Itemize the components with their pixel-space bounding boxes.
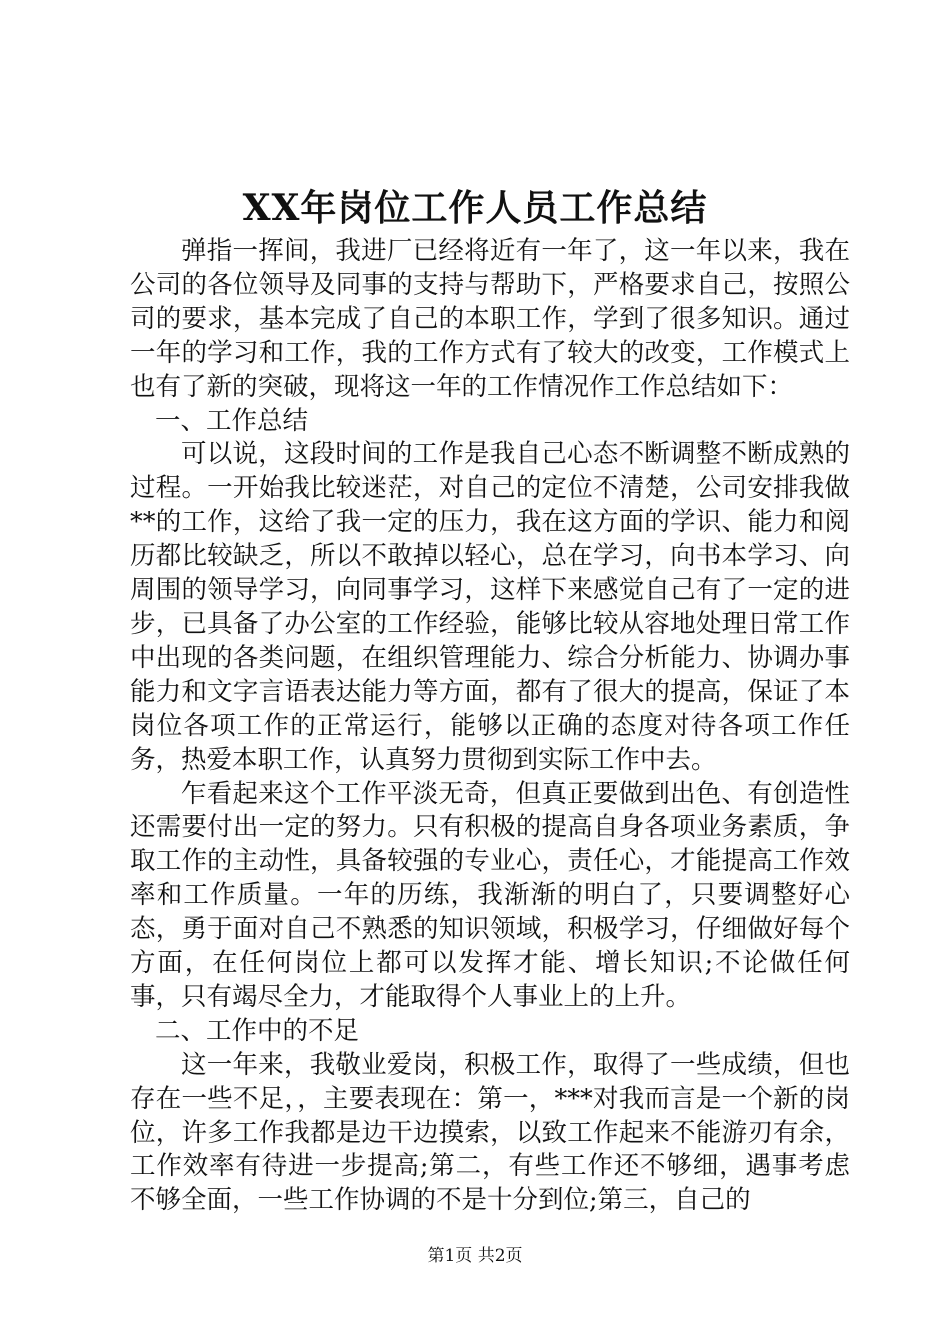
section-heading-work-summary: 一、工作总结: [155, 405, 309, 436]
document-body: [130, 235, 850, 1218]
intro-paragraph: 弹指一挥间，我进厂已经将近有一年了，这一年以来，我在公司的各位领导及同事的支持与帮助下，严格要求自己，按照公司的要求，基本完成了自己的本职工作，学到了很多知识。通过一年的学习和工作，我的工作方式有了较大的改变，工作模式上也有了新的突破，现将这一年的工作情况作工作总结如下：: [130, 236, 850, 402]
work-summary-paragraph-1: 可以说，这段时间的工作是我自己心态不断调整不断成熟的过程。一开始我比较迷茫，对自己的定位不清楚，公司安排我做**的工作，这给了我一定的压力，我在这方面的学识、能力和阅历都比较缺乏，所以不敢掉以轻心，总在学习，向书本学习、向周围的领导学习，向同事学习，这样下来感觉自己有了一定的进步，已具备了办公室的工作经验，能够比较从容地处理日常工作中出现的各类问题，在组织管理能力、综合分析能力、协调办事能力和文字言语表达能力等方面，都有了很大的提高，保证了本岗位各项工作的正常运行，能够以正确的态度对待各项工作任务，热爱本职工作，认真努力贯彻到实际工作中去。: [130, 439, 850, 775]
section-heading-shortcomings: 二、工作中的不足: [155, 1015, 360, 1046]
shortcomings-paragraph-1: 这一年来，我敬业爱岗，积极工作，取得了一些成绩，但也存在一些不足，，主要表现在：第一，***对我而言是一个新的岗位，许多工作我都是边干边摸索，以致工作起来不能游刃有余，工作效率有待进一步提高;第二，有些工作还不够细，遇事考虑不够全面，一些工作协调的不是十分到位;第三，自己的: [130, 1049, 850, 1216]
document-title: XX年岗位工作人员工作总结: [242, 187, 708, 229]
work-summary-paragraph-2: 乍看起来这个工作平淡无奇，但真正要做到出色、有创造性还需要付出一定的努力。只有积极的提高自身各项业务素质，争取工作的主动性，具备较强的专业心，责任心，才能提高工作效率和工作质量。一年的历练，我渐渐的明白了，只要调整好心态，勇于面对自己不熟悉的知识领域，积极学习，仔细做好每个方面，在任何岗位上都可以发挥才能、增长知识;不论做任何事，只有竭尽全力，才能取得个人事业上的上升。: [130, 778, 850, 1012]
page-footer: 第1页 共2页: [427, 1246, 523, 1266]
